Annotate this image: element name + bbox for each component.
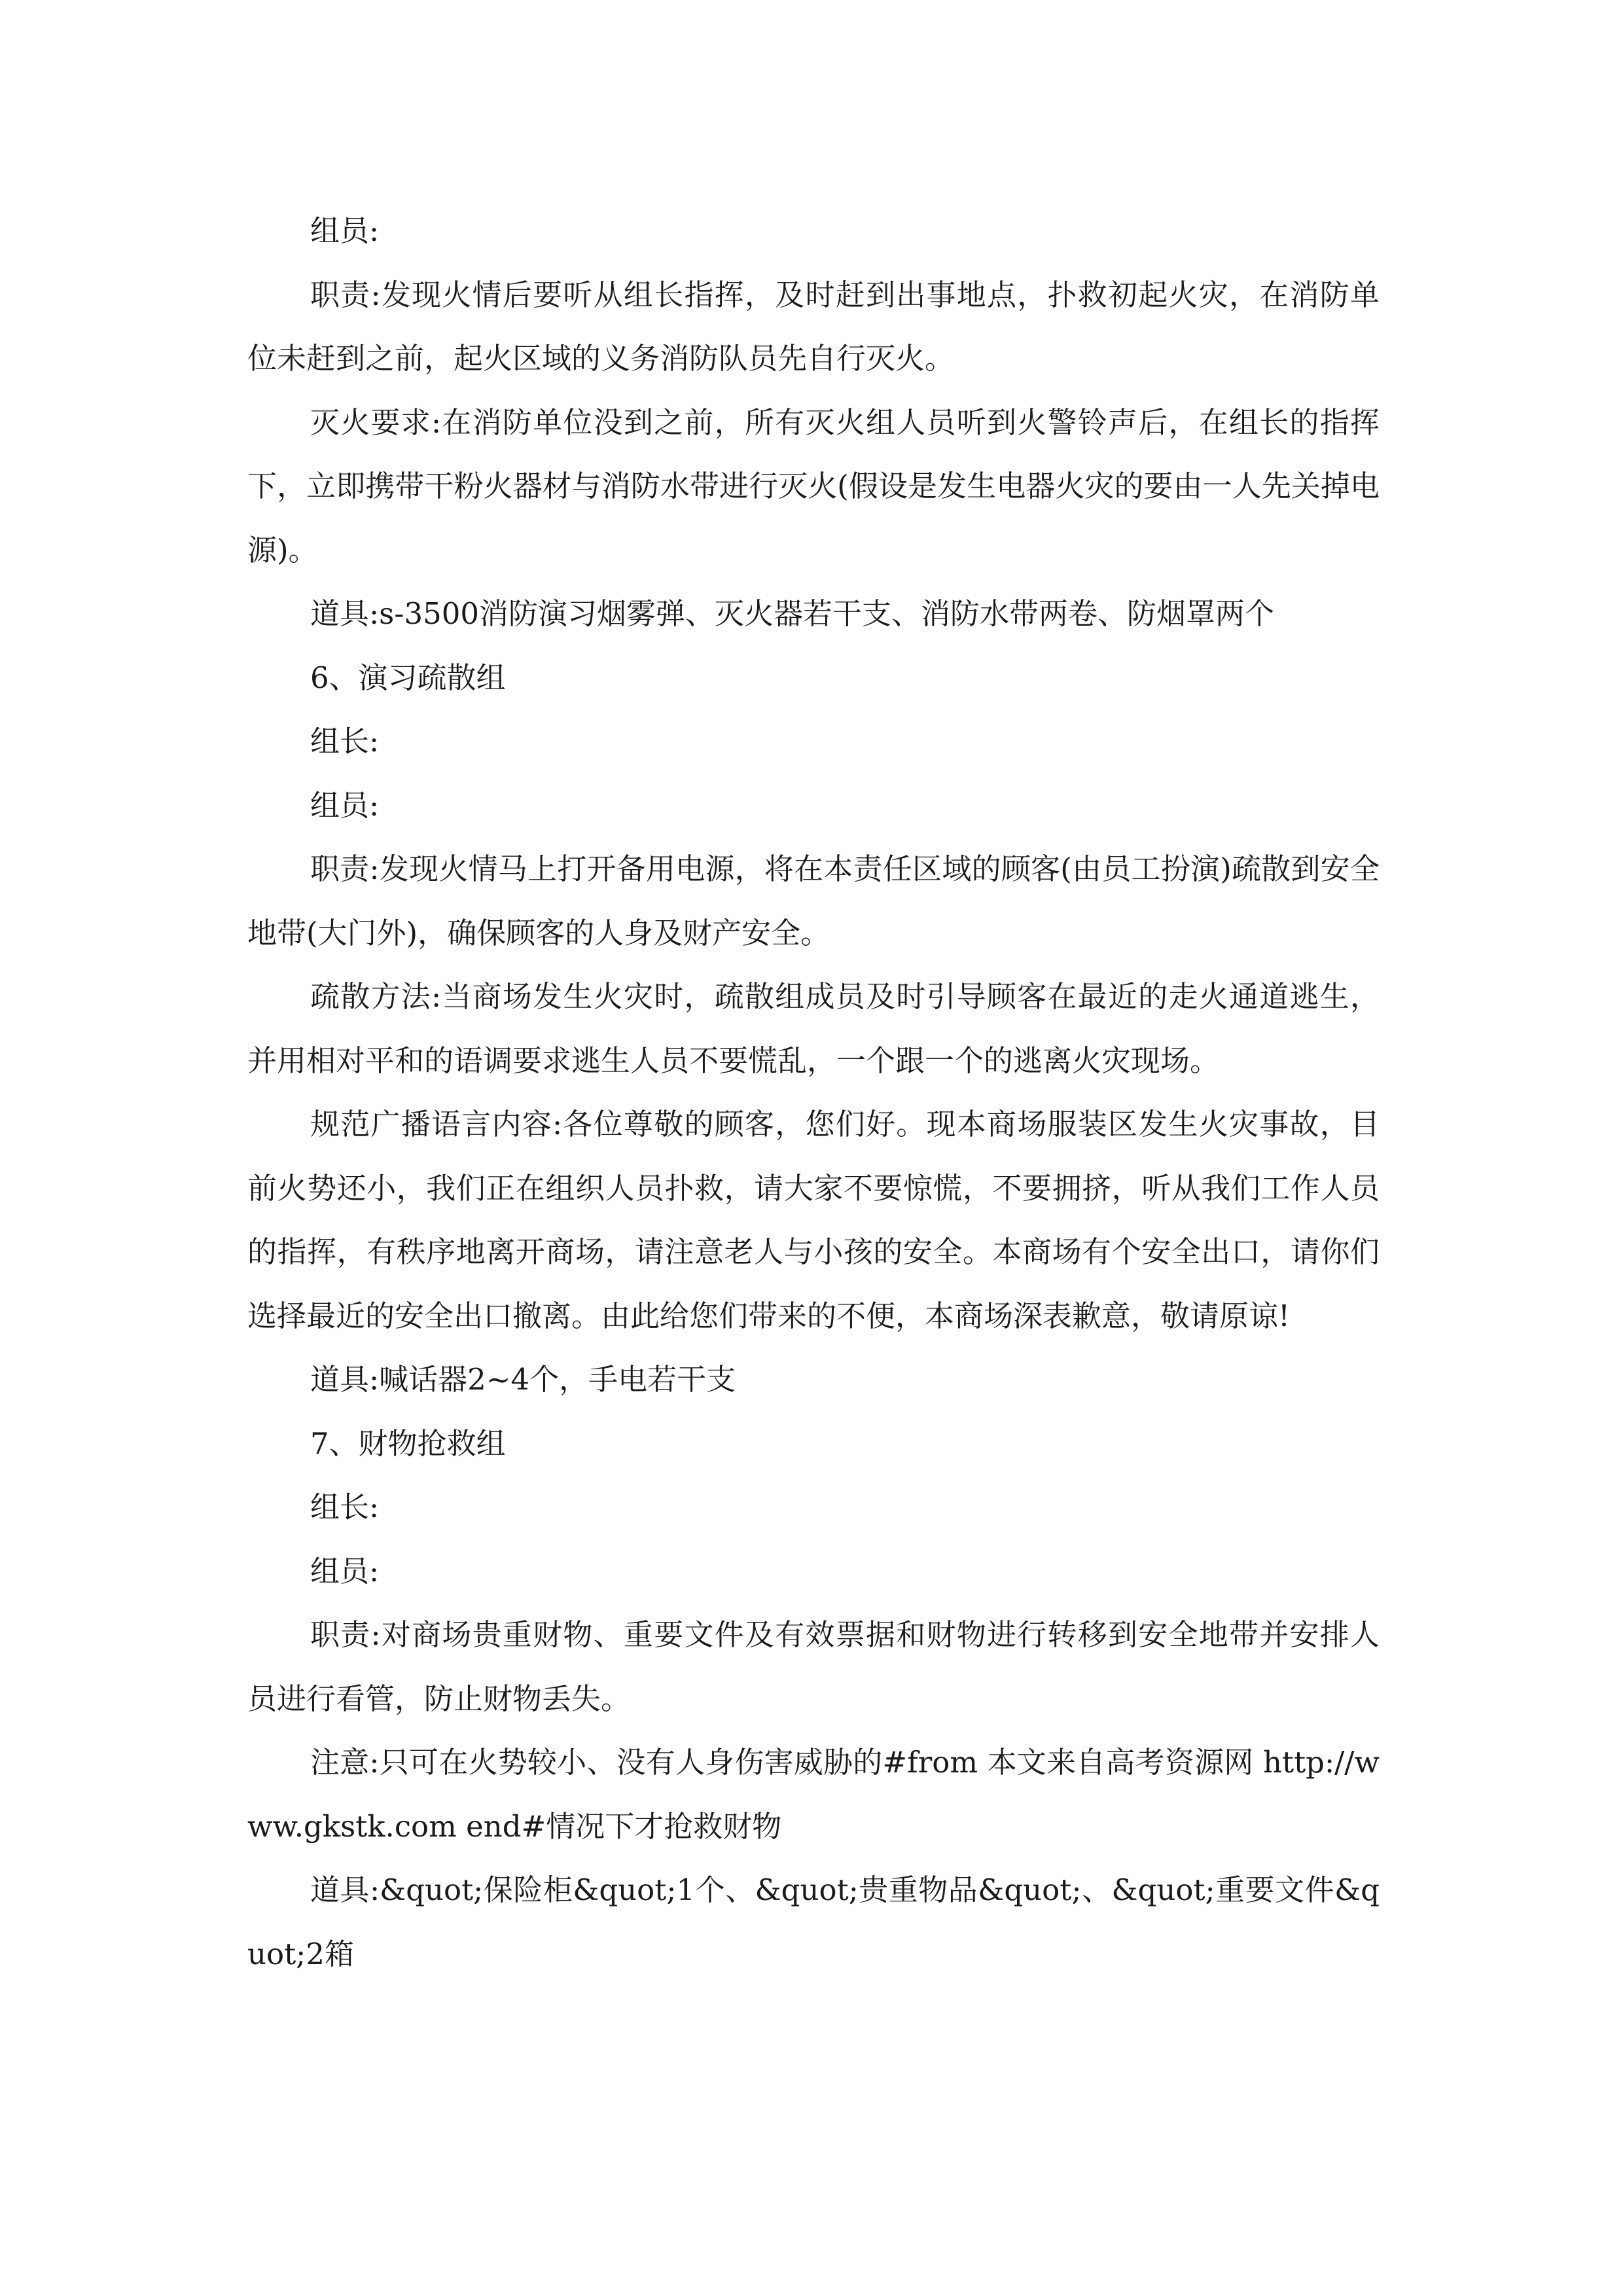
paragraph-props-property: 道具:&quot;保险柜&quot;1个、&quot;贵重物品&quot;、&quot;重要文件&quot;2箱 xyxy=(247,1873,1380,1971)
paragraph-firefighting-requirements: 灭火要求:在消防单位没到之前，所有灭火组人员听到火警铃声后，在组长的指挥下，立即携带干粉火器材与消防水带进行灭火(假设是发生电器火灾的要由一人先关掉电源)。 xyxy=(247,404,1380,567)
document-body xyxy=(247,199,1380,1986)
section-heading-evacuation: 6、演习疏散组 xyxy=(310,660,506,695)
paragraph-duty-evacuation: 职责:发现火情马上打开备用电源，将在本责任区域的顾客(由员工扮演)疏散到安全地带(大门外)，确保顾客的人身及财产安全。 xyxy=(247,852,1380,950)
section-heading-property-rescue: 7、财物抢救组 xyxy=(310,1426,506,1461)
paragraph-members-1: 组员: xyxy=(310,213,380,248)
paragraph-leader-property: 组长: xyxy=(310,1490,380,1524)
paragraph-members-property: 组员: xyxy=(310,1553,380,1588)
paragraph-leader-evacuation: 组长: xyxy=(310,724,380,759)
paragraph-members-evacuation: 组员: xyxy=(310,787,380,823)
paragraph-props-firefighting: 道具:s-3500消防演习烟雾弹、灭火器若干支、消防水带两卷、防烟罩两个 xyxy=(310,596,1274,631)
paragraph-duty-property: 职责:对商场贵重财物、重要文件及有效票据和财物进行转移到安全地带并安排人员进行看管，防止财物丢失。 xyxy=(247,1617,1380,1716)
paragraph-evacuation-method: 疏散方法:当商场发生火灾时，疏散组成员及时引导顾客在最近的走火通道逃生，并用相对平和的语调要求逃生人员不要慌乱，一个跟一个的逃离火灾现场。 xyxy=(247,979,1380,1078)
paragraph-props-evacuation: 道具:喊话器2~4个，手电若干支 xyxy=(310,1362,736,1397)
paragraph-duty-firefighting: 职责:发现火情后要听从组长指挥，及时赶到出事地点，扑救初起火灾，在消防单位未赶到之前，起火区域的义务消防队员先自行灭火。 xyxy=(247,277,1380,376)
paragraph-broadcast-content: 规范广播语言内容:各位尊敬的顾客，您们好。现本商场服装区发生火灾事故，目前火势还小，我们正在组织人员扑救，请大家不要惊慌，不要拥挤，听从我们工作人员的指挥，有秩序地离开商场，请注意老人与小孩的安全。本商场有个安全出口，请你们选择最近的安全出口撤离。由此给您们带来的不便，本商场深表歉意，敬请原谅! xyxy=(247,1107,1380,1333)
paragraph-note-property: 注意:只可在火势较小、没有人身伤害威胁的#from 本文来自高考资源网 http://www.gkstk.com end#情况下才抢救财物 xyxy=(247,1745,1380,1844)
